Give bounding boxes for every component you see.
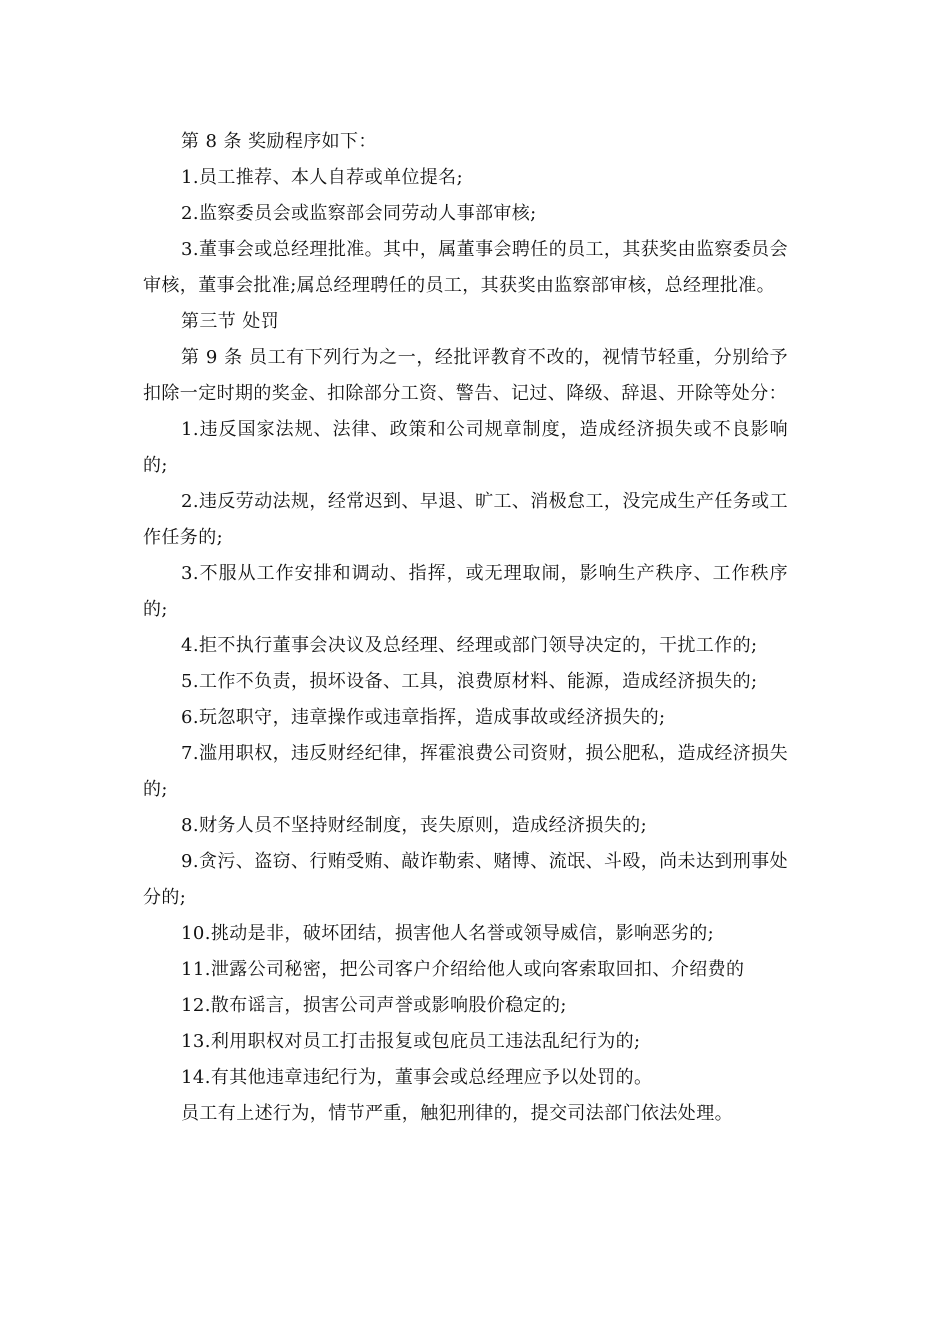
penalty-item-11: 11.泄露公司秘密，把公司客户介绍给他人或向客索取回扣、介绍费的 xyxy=(181,959,745,980)
penalty-item-10: 10.挑动是非，破坏团结，损害他人名誉或领导威信，影响恶劣的; xyxy=(181,923,715,944)
penalty-item-9: 9.贪污、盗窃、行贿受贿、敲诈勒索、赌博、流氓、斗殴，尚未达到刑事处分的; xyxy=(143,851,788,908)
penalty-item-13: 13.利用职权对员工打击报复或包庇员工违法乱纪行为的; xyxy=(181,1031,641,1052)
penalty-item-7: 7.滥用职权，违反财经纪律，挥霍浪费公司资财，损公肥私，造成经济损失的; xyxy=(143,743,788,800)
penalty-item-2: 2.违反劳动法规，经常迟到、早退、旷工、消极怠工，没完成生产任务或工作任务的; xyxy=(143,491,788,548)
document-page xyxy=(143,124,788,1132)
penalty-item-3: 3.不服从工作安排和调动、指挥，或无理取闹，影响生产秩序、工作秩序的; xyxy=(143,563,788,620)
penalty-item-14: 14.有其他违章违纪行为，董事会或总经理应予以处罚的。 xyxy=(181,1067,653,1088)
penalty-item-1: 1.违反国家法规、法律、政策和公司规章制度，造成经济损失或不良影响的; xyxy=(143,419,788,476)
section-3-heading: 第三节 处罚 xyxy=(181,311,280,332)
reward-step-3: 3.董事会或总经理批准。其中，属董事会聘任的员工，其获奖由监察委员会审核，董事会批准;属总经理聘任的员工，其获奖由监察部审核，总经理批准。 xyxy=(143,239,788,296)
article-8-heading: 第 8 条 奖励程序如下： xyxy=(181,131,377,152)
penalty-item-12: 12.散布谣言，损害公司声誉或影响股价稳定的; xyxy=(181,995,567,1016)
reward-step-2: 2.监察委员会或监察部会同劳动人事部审核; xyxy=(181,203,537,224)
penalty-item-8: 8.财务人员不坚持财经制度，丧失原则，造成经济损失的; xyxy=(181,815,648,836)
penalty-item-6: 6.玩忽职守，违章操作或违章指挥，造成事故或经济损失的; xyxy=(181,707,666,728)
penalty-item-5: 5.工作不负责，损坏设备、工具，浪费原材料、能源，造成经济损失的; xyxy=(181,671,758,692)
article-9-intro: 第 9 条 员工有下列行为之一，经批评教育不改的，视情节轻重，分别给予扣除一定时期的奖金、扣除部分工资、警告、记过、降级、辞退、开除等处分： xyxy=(143,347,788,404)
closing-paragraph: 员工有上述行为，情节严重，触犯刑律的，提交司法部门依法处理。 xyxy=(181,1103,733,1124)
reward-step-1: 1.员工推荐、本人自荐或单位提名; xyxy=(181,167,464,188)
penalty-item-4: 4.拒不执行董事会决议及总经理、经理或部门领导决定的，干扰工作的; xyxy=(181,635,758,656)
